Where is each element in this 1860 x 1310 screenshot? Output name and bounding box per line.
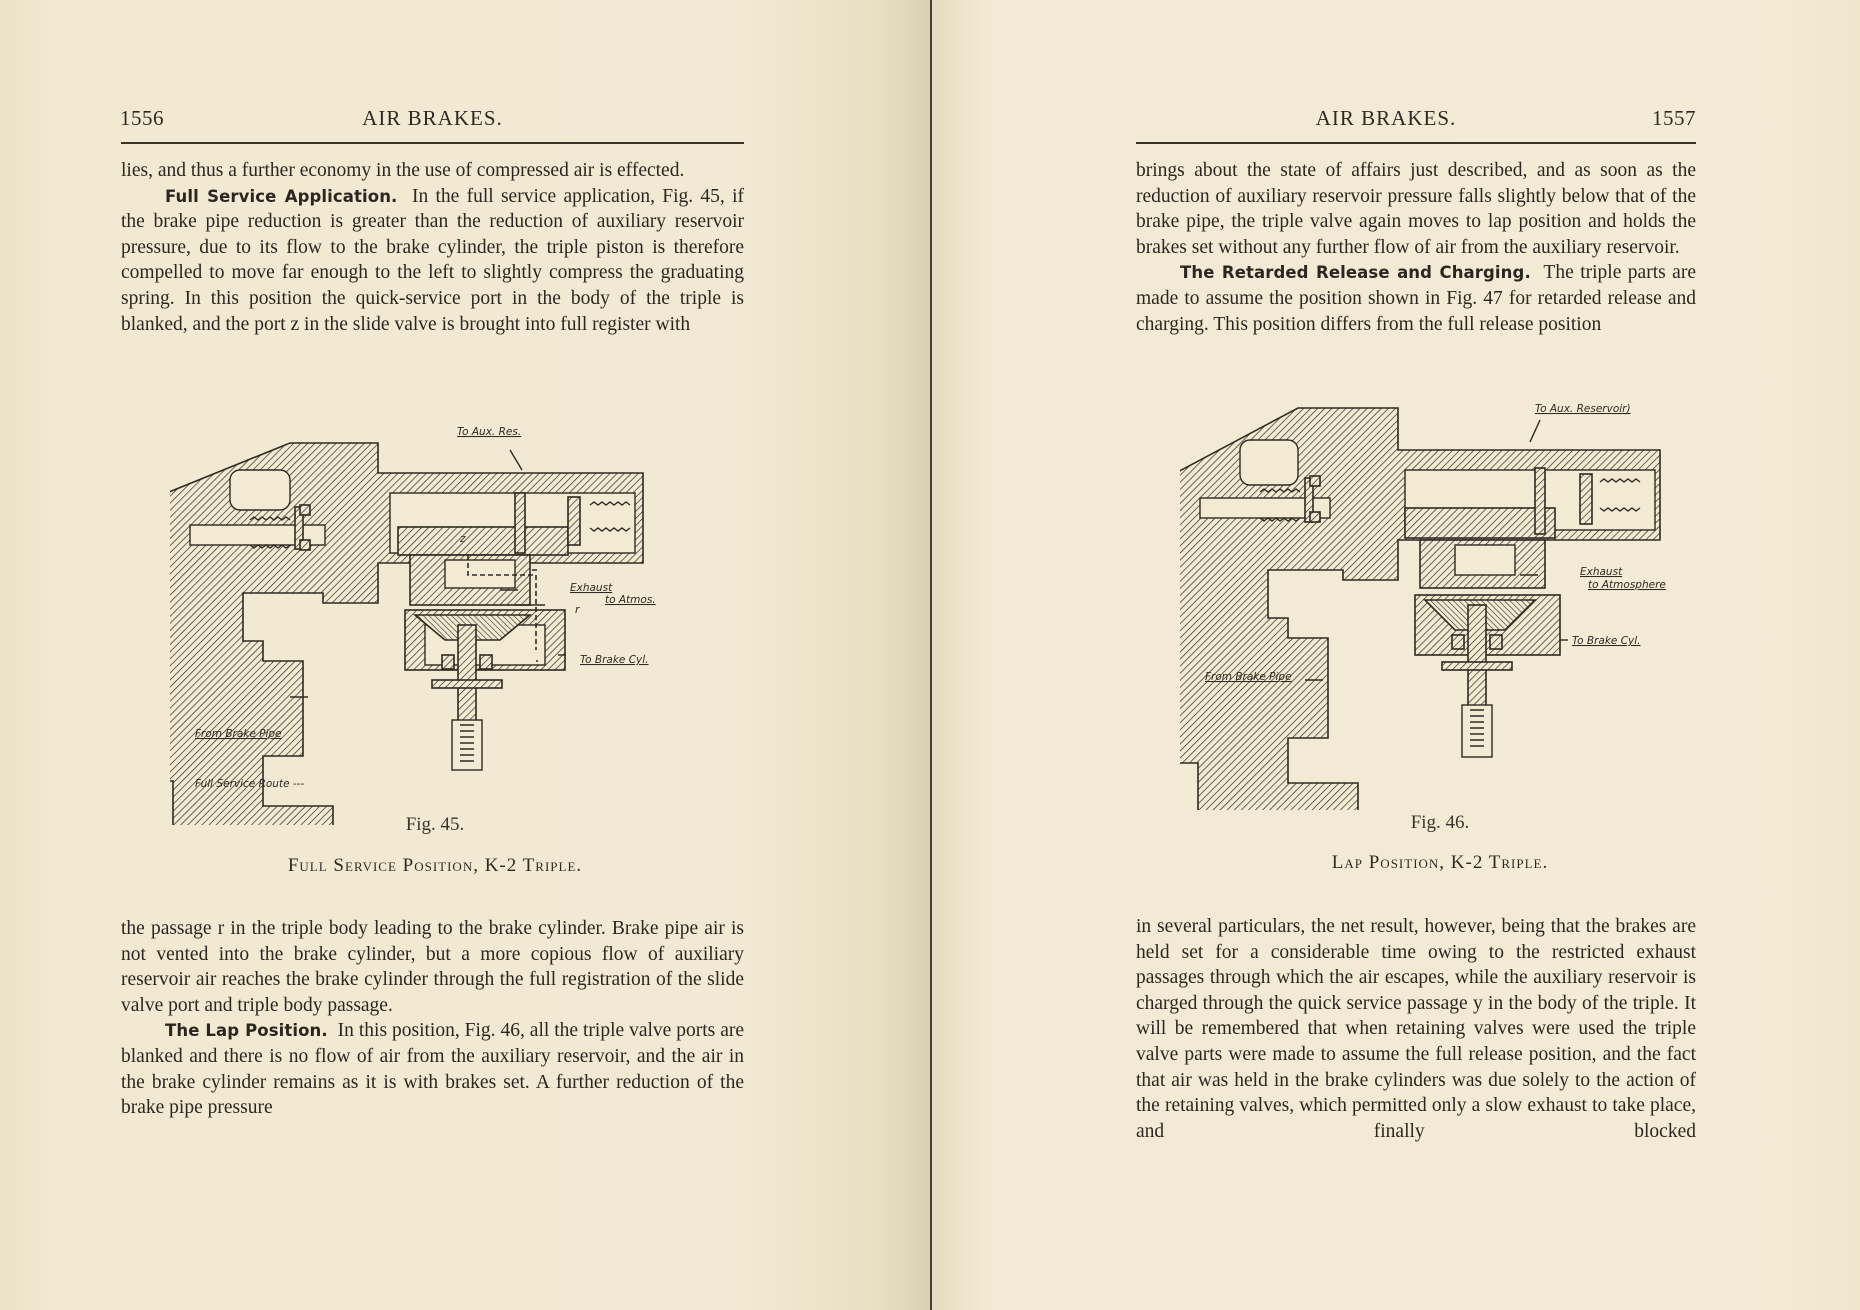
paragraph [121,916,744,1018]
left-header-rule [121,142,744,144]
label-exhaust: Exhaust [570,582,613,594]
section-paragraph [1136,260,1696,337]
figure-caption: Full Service Position, K-2 Triple. [287,855,583,876]
paragraph-text: In this position, Fig. 46, all the triple valve ports are blanked and there is no flow of air from the auxiliary reservoir, and the air in the brake cylinder remains as it is with brakes set. A further reduction of the brake pipe pressure [121,1020,744,1119]
section-heading: Full Service Application. [165,186,398,206]
label-port-z: z [460,533,466,545]
left-top-text [121,158,744,337]
section-paragraph [121,1018,744,1120]
section-heading: The Lap Position. [165,1021,328,1041]
right-page-number: 1557 [1652,106,1696,130]
label-from-brake-pipe: From Brake Pipe [1205,671,1292,683]
paragraph [1136,158,1696,260]
label-to-atmos: to Atmos. [605,594,656,606]
right-top-text [1136,158,1696,337]
figure-number: Fig. 46. [1410,812,1470,833]
right-page [932,0,1860,1310]
paragraph-text: the passage r in the triple body leading to the brake cylinder. Brake pipe air is not vented into the brake cylinder, but a more copious flow of auxiliary reservoir air reaches the brake cylinder through the full registration of the slide valve port and triple body passage. [121,918,744,1016]
paragraph-text: lies, and thus a further economy in the use of compressed air is effected. [121,160,685,181]
label-to-aux-res: To Aux. Res. [457,426,522,438]
label-from-brake-pipe: From Brake Pipe [195,728,282,740]
paragraph [121,158,744,184]
paragraph-text: in several particulars, the net result, however, being that the brakes are held set for a considerable time owing to the restricted exhaust passages through which the air escapes, while the auxiliary reservoir is charged through the quick service passage y in the body of the triple. It will be remembered that when retaining valves were used the triple valve parts were made to assume the full release position, and the fact that air was held in the brake cylinders was due solely to the action of the retaining valves, which permitted only a slow exhaust to take place, and finally blocked [1136,916,1696,1142]
figure-46 [1180,390,1700,873]
figure-number: Fig. 45. [405,814,465,835]
label-full-service-route: Full Service Route --- [195,778,305,790]
right-running-header [1136,106,1696,132]
label-passage-r: r [575,604,580,616]
section-heading: The Retarded Release and Charging. [1180,263,1531,283]
left-running-header [120,106,745,132]
right-running-head-title: AIR BRAKES. [1315,106,1457,130]
figure-caption: Lap Position, K-2 Triple. [1331,852,1549,873]
section-paragraph [121,184,744,338]
label-to-brake-cyl: To Brake Cyl. [580,654,649,666]
triple-valve-diagram-lap [1180,390,1700,810]
label-exhaust: Exhaust [1580,566,1623,578]
right-bottom-text [1136,914,1696,1144]
paragraph-text: In the full service application, Fig. 45, if the brake pipe reduction is greater than the reduction of auxiliary reservoir pressure, due to its flow to the brake cylinder, the triple piston is therefore compelled to move far enough to the left to slightly compress the graduating spring. In this position the quick-service port in the body of the triple is blanked, and the port z in the slide valve is brought into full register with [121,185,744,335]
paragraph [1136,914,1696,1144]
left-running-head-title: AIR BRAKES. [362,106,503,130]
label-to-aux-reservoir: To Aux. Reservoir) [1535,403,1631,415]
label-to-brake-cyl: To Brake Cyl. [1572,635,1641,647]
left-bottom-text [121,916,744,1121]
paragraph-text: brings about the state of affairs just described, and as soon as the reduction of auxiliary reservoir pressure falls slightly below that of the brake pipe, the triple valve again moves to lap position and holds the brakes set without any further flow of air from the auxiliary reservoir. [1136,160,1696,258]
figure-45 [170,425,700,885]
label-to-atmosphere: to Atmosphere [1588,579,1666,591]
paragraph-text: The triple parts are made to assume the position shown in Fig. 47 for retarded release and charging. This position differs from the full release position [1136,262,1696,335]
left-page-number: 1556 [120,106,164,130]
triple-valve-diagram-full-service [170,425,700,825]
right-header-rule [1136,142,1696,144]
